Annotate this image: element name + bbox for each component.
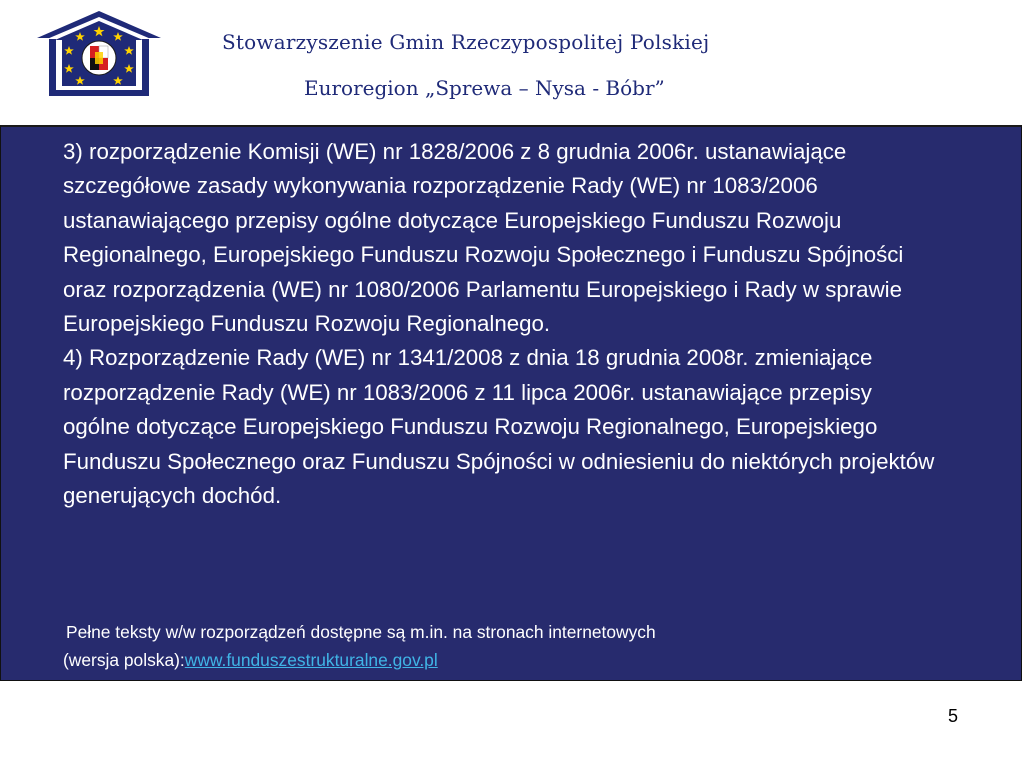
euroregion-logo [34,8,164,100]
note-text: Pełne teksty w/w rozporządzeń dostępne są m.in. na stronach internetowych [66,622,656,642]
regulation-item-3: 3) rozporządzenie Komisji (WE) nr 1828/2006 z 8 grudnia 2006r. ustanawiające szczegółowe zasady wykonywania rozporządzenie Rady (WE) nr 1083/2006 ustanawiającego przepisy ogólne dotyczące Europejskiego Funduszu Rozwoju Regionalnego, Europejskiego Funduszu Rozwoju Społecznego i Funduszu Spójności oraz rozporządzenia (WE) nr 1080/2006 Parlamentu Europejskiego i Rady w sprawie Europejskiego Funduszu Rozwoju Regionalnego. [63,139,904,337]
full-texts-note [63,618,943,674]
regulations-list [63,135,943,513]
note-source-line [63,646,943,674]
funduszestrukturalne-link[interactable]: www.funduszestrukturalne.gov.pl [184,650,438,670]
house-icon [34,8,164,100]
regulation-item-4: 4) Rozporządzenie Rady (WE) nr 1341/2008 z dnia 18 grudnia 2008r. zmieniające rozporządzenie Rady (WE) nr 1083/2006 z 11 lipca 2006r. ustanawiające przepisy ogólne dotyczące Europejskiego Funduszu Rozwoju Regionalnego, Europejskiego Funduszu Społecznego oraz Funduszu Spójności w odniesieniu do niektórych projektów generujących dochód. [63,345,935,509]
page-number: 5 [948,706,959,726]
note-prefix: (wersja polska): [63,650,185,670]
euroregion-name: Euroregion „Sprewa – Nysa - Bóbr” [304,76,665,100]
organization-name: Stowarzyszenie Gmin Rzeczypospolitej Polskiej [222,30,710,54]
